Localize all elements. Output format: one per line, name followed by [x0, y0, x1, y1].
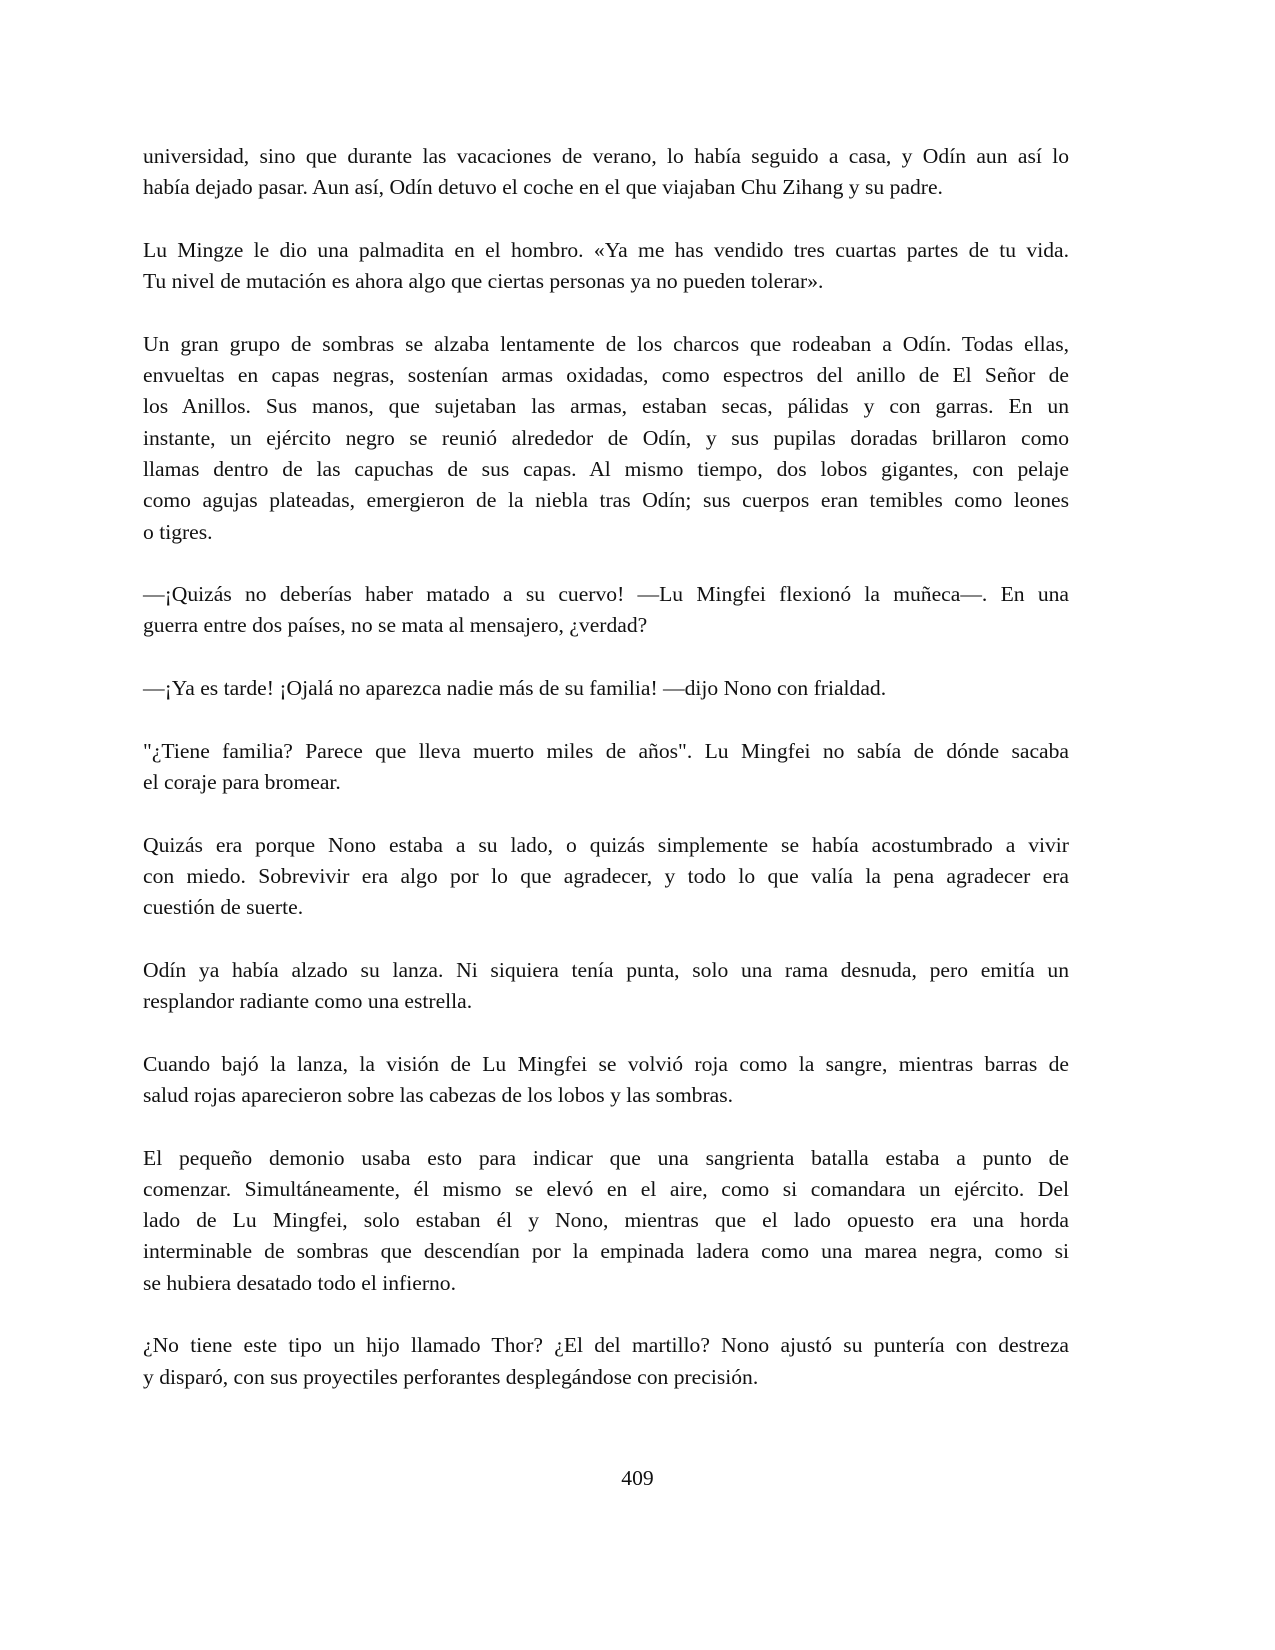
paragraph: [143, 1330, 1069, 1393]
text-line: salud rojas aparecieron sobre las cabezas de los lobos y las sombras.: [143, 1082, 734, 1107]
text-line: universidad, sino que durante las vacaciones de verano, lo había seguido a casa, y Odín aun así lo: [143, 144, 1069, 168]
text-line: Odín ya había alzado su lanza. Ni siquiera tenía punta, solo una rama desnuda, pero emitía un: [143, 957, 1069, 982]
text-line: guerra entre dos países, no se mata al mensajero, ¿verdad?: [143, 613, 648, 638]
paragraph: [143, 329, 1069, 548]
text-line: envueltas en capas negras, sostenían armas oxidadas, como espectros del anillo de El Señor de: [143, 363, 1069, 388]
text-line: —¡Ya es tarde! ¡Ojalá no aparezca nadie más de su familia! —dijo Nono con frialdad.: [143, 676, 887, 701]
text-line: como agujas plateadas, emergieron de la niebla tras Odín; sus cuerpos eran temibles como leones: [143, 488, 1069, 513]
text-line: cuestión de suerte.: [143, 895, 304, 920]
paragraph: [143, 736, 1069, 799]
text-line: se hubiera desatado todo el infierno.: [143, 1270, 457, 1295]
text-line: ¿No tiene este tipo un hijo llamado Thor? ¿El del martillo? Nono ajustó su puntería con destreza: [143, 1333, 1069, 1358]
text-line: Un gran grupo de sombras se alzaba lentamente de los charcos que rodeaban a Odín. Todas ellas,: [143, 331, 1069, 356]
text-line: llamas dentro de las capuchas de sus capas. Al mismo tiempo, dos lobos gigantes, con pelaje: [143, 456, 1069, 481]
text-line: comenzar. Simultáneamente, él mismo se elevó en el aire, como si comandara un ejército. Del: [143, 1176, 1069, 1201]
text-line: interminable de sombras que descendían por la empinada ladera como una marea negra, como si: [143, 1239, 1069, 1264]
paragraph: [143, 673, 1069, 704]
text-line: "¿Tiene familia? Parece que lleva muerto miles de años". Lu Mingfei no sabía de dónde sacaba: [143, 738, 1069, 763]
paragraph: [143, 1049, 1069, 1112]
text-line: Tu nivel de mutación es ahora algo que ciertas personas ya no pueden tolerar».: [143, 269, 824, 294]
paragraph: [143, 830, 1069, 924]
text-line: con miedo. Sobrevivir era algo por lo que agradecer, y todo lo que valía la pena agradecer era: [143, 863, 1069, 888]
paragraph: [143, 141, 1069, 204]
text-line: lado de Lu Mingfei, solo estaban él y Nono, mientras que el lado opuesto era una horda: [143, 1208, 1069, 1233]
page-body: [143, 141, 1069, 1424]
text-line: Cuando bajó la lanza, la visión de Lu Mingfei se volvió roja como la sangre, mientras barras de: [143, 1051, 1069, 1076]
text-line: resplandor radiante como una estrella.: [143, 989, 473, 1014]
paragraph: [143, 1143, 1069, 1299]
text-line: o tigres.: [143, 519, 213, 544]
text-line: el coraje para bromear.: [143, 769, 341, 794]
paragraph: [143, 955, 1069, 1018]
text-line: había dejado pasar. Aun así, Odín detuvo el coche en el que viajaban Chu Zihang y su padre.: [143, 175, 943, 200]
text-line: —¡Quizás no deberías haber matado a su cuervo! —Lu Mingfei flexionó la muñeca—. En una: [143, 582, 1069, 607]
text-line: Quizás era porque Nono estaba a su lado, o quizás simplemente se había acostumbrado a vivir: [143, 832, 1069, 857]
page-number: 409: [621, 1466, 654, 1490]
text-line: El pequeño demonio usaba esto para indicar que una sangrienta batalla estaba a punto de: [143, 1145, 1069, 1170]
text-line: Lu Mingze le dio una palmadita en el hombro. «Ya me has vendido tres cuartas partes de tu vida.: [143, 237, 1069, 262]
paragraph: [143, 235, 1069, 298]
paragraph: [143, 579, 1069, 642]
text-line: los Anillos. Sus manos, que sujetaban las armas, estaban secas, pálidas y con garras. En un: [143, 394, 1069, 419]
text-line: y disparó, con sus proyectiles perforantes desplegándose con precisión.: [143, 1364, 759, 1389]
text-line: instante, un ejército negro se reunió alrededor de Odín, y sus pupilas doradas brillaron como: [143, 425, 1069, 450]
